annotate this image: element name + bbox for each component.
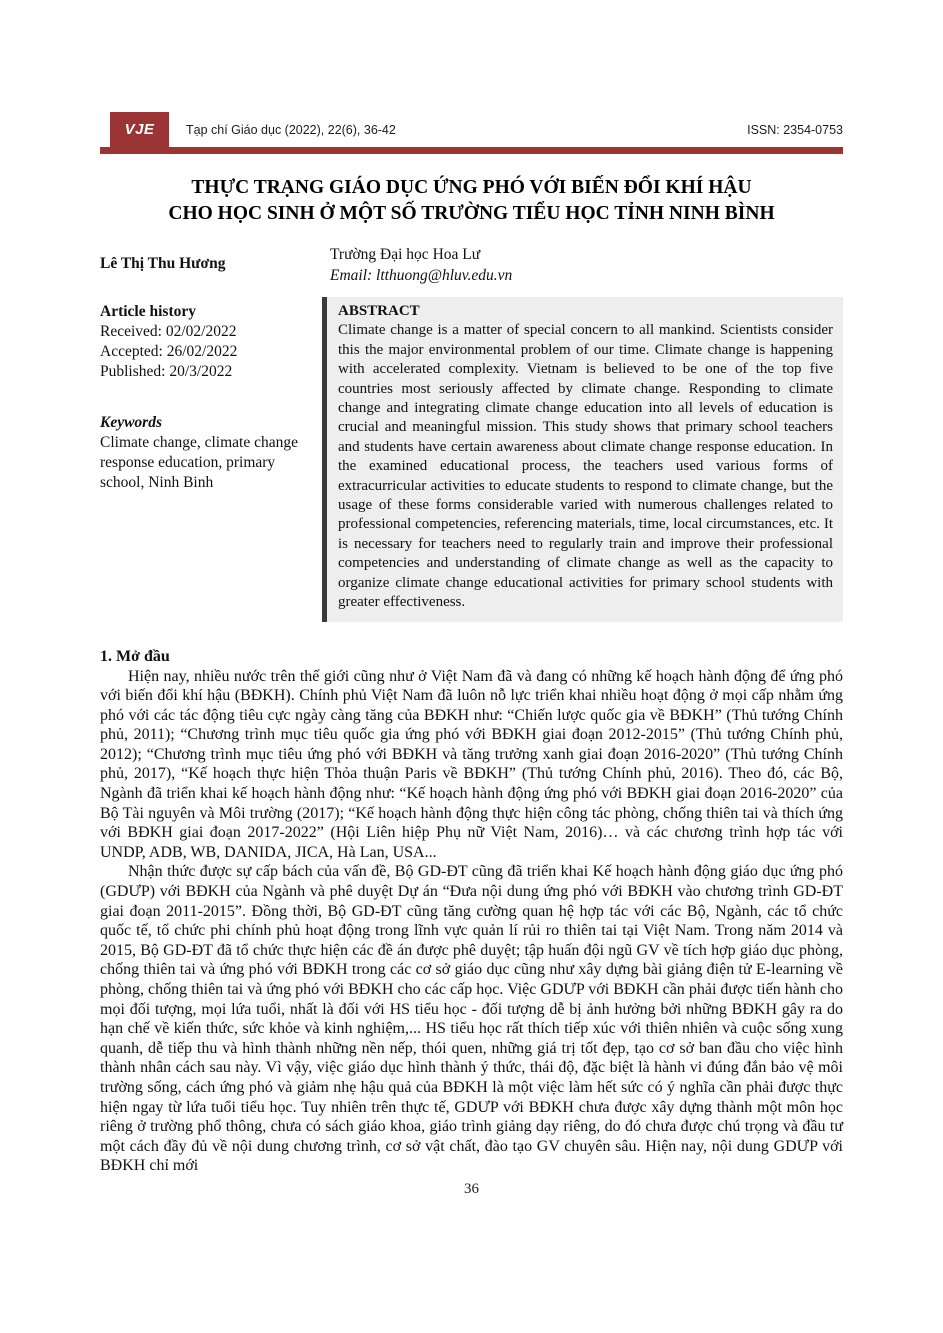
article-title-line1: THỰC TRẠNG GIÁO DỤC ỨNG PHÓ VỚI BIẾN ĐỔI KHÍ HẬU xyxy=(191,177,752,198)
meta-column xyxy=(100,297,322,493)
journal-header xyxy=(100,112,843,147)
issn-label: ISSN: 2354-0753 xyxy=(747,122,843,137)
published-date: Published: 20/3/2022 xyxy=(100,363,233,380)
header-rule xyxy=(100,147,843,154)
author-affiliation: Trường Đại học Hoa Lư xyxy=(330,246,481,263)
article-title-line2: CHO HỌC SINH Ở MỘT SỐ TRƯỜNG TIỂU HỌC TỈNH NINH BÌNH xyxy=(168,203,775,224)
affiliation-block xyxy=(330,244,512,286)
received-date: Received: 02/02/2022 xyxy=(100,323,237,340)
keywords-heading: Keywords xyxy=(100,414,162,431)
accepted-date: Accepted: 26/02/2022 xyxy=(100,343,238,360)
author-email: Email: ltthuong@hluv.edu.vn xyxy=(330,267,513,284)
author-block xyxy=(100,244,843,286)
keywords-text: Climate change, climate change response education, primary school, Ninh Binh xyxy=(100,434,298,491)
section-1-paragraph-2: Nhận thức được sự cấp bách của vấn đề, Bộ GD-ĐT cũng đã triển khai Kế hoạch hành động giáo dục ứng phó (GDƯP) với BĐKH của Ngành và phê duyệt Dự án “Đưa nội dung ứng phó với BĐKH vào chương trình GD-ĐT giai đoạn 2011-2015”. Đồng thời, Bộ GD-ĐT cũng tăng cường quan hệ hợp tác với các Bộ, Ngành, các tổ chức quốc tế, tổ chức phi chính phủ hoạt động trong lĩnh vực quản lí rủi ro thiên tai tại Việt Nam. Trong năm 2014 và 2015, Bộ GD-ĐT đã tổ chức thực hiện các đề án được phê duyệt; tập huấn đội ngũ GV về tích hợp giáo dục phòng, chống thiên tai và ứng phó với BĐKH trong các cơ sở giáo dục cũng như xây dựng bài giảng điện tử E-learning về phòng, chống thiên tai và ứng phó với BĐKH cho các cấp học. Việc GDƯP với BĐKH cần phải được tiến hành cho mọi đối tượng, mọi lứa tuổi, nhất là đối với HS tiểu học - đối tượng dễ bị ảnh hưởng bởi những BĐKH gây ra do hạn chế về kiến thức, sức khỏe và kinh nghiệm,... HS tiểu học rất thích tiếp xúc với thiên nhiên và cuộc sống xung quanh, dễ tiếp thu và hình thành những nền nếp, thói quen, những giá trị tốt đẹp, tạo cơ sở ban đầu cho việc hình thành nhân cách sau này. Vì vậy, việc giáo dục hình thành ý thức, thái độ, đặc biệt là hành vi đúng đắn bảo vệ môi trường sống, cách ứng phó và giảm nhẹ hậu quả của BĐKH là một việc làm hết sức có ý nghĩa cần phải được thực hiện ngay từ lứa tuổi tiểu học. Tuy nhiên trên thực tế, GDƯP với BĐKH chưa được xây dựng thành một môn học riêng ở trường phổ thông, chưa có sách giáo khoa, giáo trình giảng dạy riêng, do đó chưa được chú trọng và đầu tư một cách đầy đủ về nội dung chương trình, cơ sở vật chất, đào tạo GV chuyên sâu. Hiện nay, nội dung GDƯP với BĐKH chỉ mới xyxy=(100,863,843,1175)
article-history xyxy=(100,302,322,382)
page-number: 36 xyxy=(464,1181,479,1197)
section-1-paragraph-1: Hiện nay, nhiều nước trên thế giới cũng như ở Việt Nam đã và đang có những kế hoạch hành động để ứng phó với biến đổi khí hậu (BĐKH). Chính phủ Việt Nam đã luôn nỗ lực triển khai nhiều hoạt động ở mọi cấp nhằm ứng phó với các tác động tiêu cực ngày càng tăng của BĐKH như: “Chiến lược quốc gia về BĐKH” (Thủ tướng Chính phủ, 2011); “Chương trình mục tiêu quốc gia ứng phó với BĐKH giai đoạn 2012-2015” (Thủ tướng Chính phủ, 2012); “Chương trình mục tiêu ứng phó với BĐKH và tăng trưởng xanh giai đoạn 2016-2020” (Thủ tướng Chính phủ, 2017), “Kế hoạch thực hiện Thỏa thuận Paris về BĐKH” (Thủ tướng Chính phủ, 2016). Theo đó, các Bộ, Ngành đã triển khai kế hoạch hành động như: “Kế hoạch hành động ứng phó với BĐKH giai đoạn 2016-2020” của Bộ Tài nguyên và Môi trường (2017); “Kế hoạch hành động thực hiện công tác phòng, chống thiên tai và thích ứng với BĐKH giai đoạn 2017-2022” (Hội Liên hiệp Phụ nữ Việt Nam, 2016)… và các chương trình hợp tác với UNDP, ADB, WB, DANIDA, JICA, Hà Lan, USA... xyxy=(100,667,843,861)
abstract-heading: ABSTRACT xyxy=(338,303,420,319)
abstract-text: Climate change is a matter of special concern to all mankind. Scientists consider this the major environmental problem of our time. Climate change is happening with accelerated complexity. Vietnam is believed to be one of the top five countries most seriously affected by climate change. Responding to climate change and integrating climate change education into all levels of education is crucial and meaningful mission. This study shows that primary school teachers and students have certain awareness about climate change response education. In the examined educational process, the teachers used various forms of extracurricular activities to educate students to respond to climate change, but the usage of these forms considerable varied with numerous challenges related to professional competencies, referencing materials, time, local circumstances, etc. It is necessary for teachers need to regularly train and improve their professional competencies and understanding of climate change as well as the capacity to organize climate change educational activities for primary school students with greater effectiveness. xyxy=(338,322,833,611)
section-1-heading: 1. Mở đầu xyxy=(100,647,170,665)
journal-citation: Tạp chí Giáo dục (2022), 22(6), 36-42 xyxy=(186,122,396,137)
abstract-box xyxy=(322,297,843,622)
meta-abstract-row xyxy=(100,297,843,622)
keywords xyxy=(100,413,322,493)
page-content xyxy=(100,0,843,1176)
article-history-heading: Article history xyxy=(100,303,196,320)
author-name: Lê Thị Thu Hương xyxy=(100,255,226,272)
vje-logo: VJE xyxy=(110,112,169,147)
article-title xyxy=(100,175,843,227)
